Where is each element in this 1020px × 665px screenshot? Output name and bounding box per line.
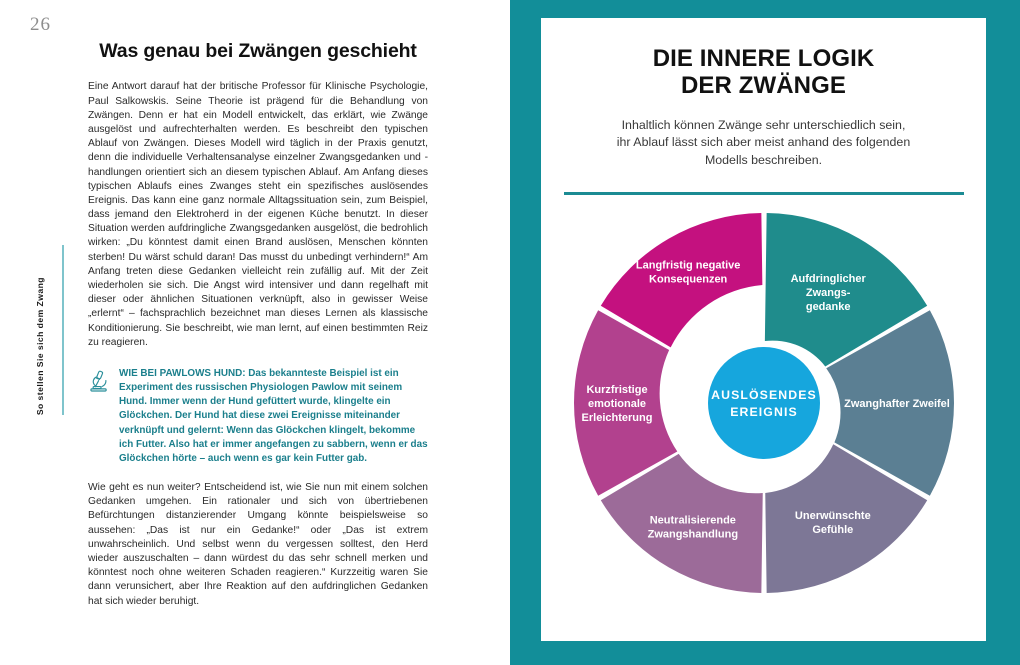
donut-svg	[564, 203, 964, 603]
infographic-panel	[541, 18, 986, 641]
infographic-intro: Inhaltlich können Zwänge sehr unterschiedlich sein, ihr Ablauf lässt sich aber meist anhand des folgenden Modells beschreiben.	[616, 117, 911, 167]
callout-box	[88, 367, 428, 466]
donut-segment-label: Erleichterung	[581, 411, 652, 424]
donut-segment-label: Langfristig negative	[635, 259, 740, 272]
infographic-title	[653, 46, 875, 100]
text-column	[88, 40, 428, 609]
donut-segment-label: Zwanghafter Zweifel	[843, 397, 950, 410]
donut-segment-label: Zwangshandlung	[647, 527, 738, 540]
hub-label-line-2: EREIGNIS	[729, 404, 798, 419]
donut-segment-label: gedanke	[805, 300, 850, 313]
side-tab-rule	[62, 245, 64, 415]
donut-segment-label: emotionale	[587, 397, 646, 410]
page-number: 26	[30, 14, 51, 35]
cycle-donut-chart	[564, 203, 964, 603]
body-paragraph-1: Eine Antwort darauf hat der britische Professor für Klinische Psychologie, Paul Salkowskis. Seine Theorie ist prägend für die Behandlung von Zwängen. Denn er hat ein Modell entwickelt, das erklärt, wie Zwänge ausgelöst und aufrechterhalten werden. Es beschreibt den typischen Ablauf von Zwängen. Dieses Modell wird täglich in der Praxis genutzt, denn die individuelle Verhaltensanalyse einzelner Zwangsgedanken und -handlungen orientiert sich an diesem typischen Ablauf. Am Anfang dieses typischen Ablaufs eines Zwanges steht ein spezifisches auslösendes Ereignis. Das kann eine ganz normale Alltagssituation sein, zum Beispiel, dass jemand den Elektroherd in der eigenen Küche benutzt. In dieser Situation werden aufdringliche Zwangsgedanken ausgelöst, die bedrohlich wirken: „Du könntest damit einen Brand auslösen, Menschen könnten sterben! Du wärst schuld daran! Das musst du unbedingt verhindern!“ Am Anfang treten diese Gedanken vielleicht rein zufällig auf. Mit der Zeit wiederholen sie sich. Die Angst wird intensiver und dann regelhaft mit dieser oder ähnlichen Situationen verknüpft, also in gewisser Weise „erlernt“ – fachsprachlich bezeichnet man dieses Lernen als klassische Konditionierung. Sie beschreibt, wie man lernt, auf einen bestimmten Reiz zu reagieren.	[88, 81, 428, 348]
donut-segment-label: Gefühle	[811, 523, 853, 536]
page-title: Was genau bei Zwängen geschieht	[99, 40, 417, 62]
hub-label-line-1: AUSLÖSENDES	[710, 387, 817, 402]
side-tab-label: So stellen Sie sich dem Zwang	[35, 276, 45, 415]
callout-text: WIE BEI PAWLOWS HUND: Das bekannteste Beispiel ist ein Experiment des russischen Physiologen Pawlow mit seinem Hund. Immer wenn der Hund gefüttert wurde, klingelte ein Glöckchen. Der Hund hat diese zwei Ereignisse miteinander verknüpft und gelernt: Wenn das Glöckchen klingelt, bekomme ich Futter. Also hat er immer angefangen zu sabbern, wenn er das Glöckchen hörte – auch wenn es gar kein Futter gab.	[119, 367, 428, 464]
infographic-title-line-2: DER ZWÄNGE	[681, 71, 846, 99]
divider-rule	[564, 192, 964, 195]
donut-segment-label: Aufdringlicher	[790, 272, 866, 285]
donut-segment-label: Zwangs-	[805, 286, 850, 299]
body-paragraph-2: Wie geht es nun weiter? Entscheidend ist, wie Sie nun mit einem solchen Gedanken umgehen. Ein rationaler und sich von übertriebenen Befürchtungen distanzierender Umgang könnte beispielsweise so aussehen: „Das ist nur ein Gedanke!“ oder „Das ist extrem unwahrscheinlich. Und selbst wenn du vergessen solltest, den Herd wieder auszuschalten – dann würdest du das sehr schnell merken und könntest noch ohne weiteren Schaden reagieren.“ Kurzzeitig waren Sie dann verunsichert, aber Ihre Reaktion auf den aufdringlichen Gedanken hat sich wieder beruhigt.	[88, 482, 428, 607]
infographic-title-line-1: DIE INNERE LOGIK	[652, 45, 875, 72]
donut-segment-label: Neutralisierende	[649, 513, 736, 526]
microscope-icon	[88, 369, 110, 393]
right-page	[510, 0, 1020, 665]
donut-segment-label: Konsequenzen	[648, 273, 727, 286]
donut-segment-label: Kurzfristige	[585, 383, 648, 396]
donut-segment-label: Unerwünschte	[794, 509, 871, 522]
chapter-side-tab	[36, 245, 64, 415]
hub-circle	[708, 347, 820, 459]
